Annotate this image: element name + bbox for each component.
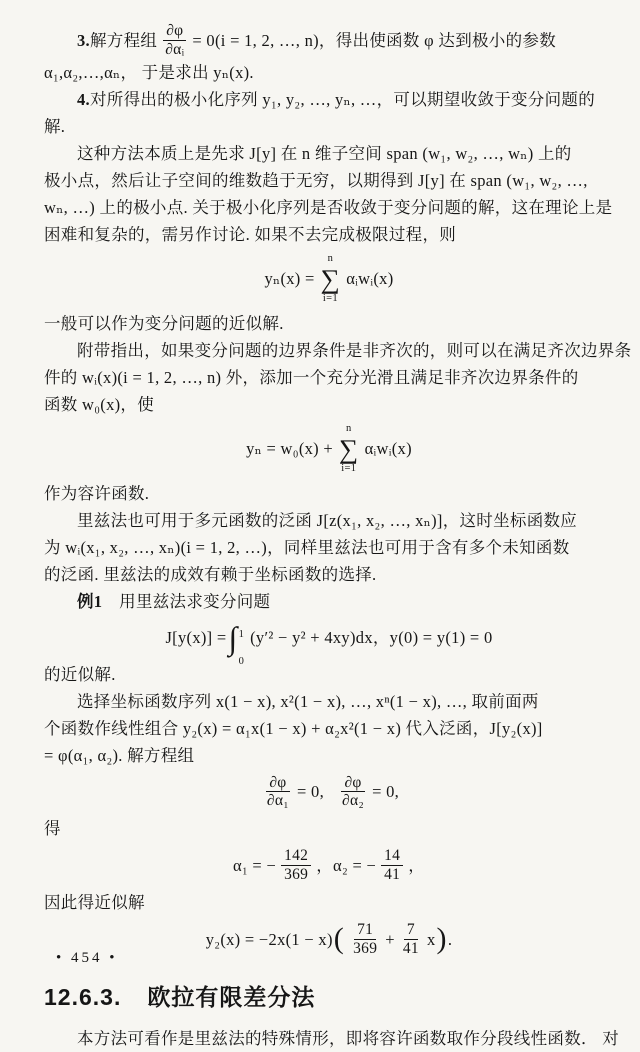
sum-upper-limit: n bbox=[346, 422, 352, 434]
paragraph-method-line4: 困难和复杂的，需另作讨论. 如果不去完成极限过程，则 bbox=[44, 224, 457, 244]
section-title: 欧拉有限差分法 bbox=[147, 983, 316, 1010]
sum-lower-limit: i=1 bbox=[322, 292, 338, 304]
fraction-numerator: 14 bbox=[381, 847, 403, 866]
example1-text: 用里兹法求变分问题 bbox=[102, 591, 271, 611]
formula-alpha-values bbox=[44, 847, 614, 884]
fraction-denominator: 369 bbox=[284, 866, 309, 884]
fraction-denominator: ∂α₁ bbox=[266, 792, 289, 810]
fraction-denominator: 41 bbox=[384, 866, 401, 884]
integral-limits bbox=[238, 621, 245, 667]
integral-icon: ∫ bbox=[228, 619, 238, 656]
paragraph-approx-solution: 一般可以作为变分问题的近似解. bbox=[44, 313, 284, 333]
paragraph-step3-line1 bbox=[44, 22, 614, 59]
fraction-denominator: 369 bbox=[353, 939, 378, 957]
paragraph-admissible: 作为容许函数. bbox=[44, 483, 150, 503]
step3-number: 3. bbox=[77, 30, 90, 50]
equals-zero: = 0, bbox=[296, 782, 324, 802]
formula-tail: ， bbox=[408, 856, 425, 876]
section-number: 12.6.3. bbox=[44, 983, 122, 1010]
fraction-14-41 bbox=[381, 847, 403, 884]
step4-text: 对所得出的极小化序列 y₁, y₂, …, yₙ, …，可以期望收敛于变分问题的 bbox=[89, 89, 596, 109]
paragraph-therefore: 因此得近似解 bbox=[44, 892, 145, 912]
formula-rhs: (y′² − y² + 4xy)dx，y(0) = y(1) = 0 bbox=[250, 628, 493, 648]
formula-end-period: . bbox=[447, 929, 453, 949]
fraction-numerator: 7 bbox=[404, 921, 418, 940]
formula-yn-sum bbox=[44, 253, 614, 305]
formula-y2-result bbox=[44, 921, 614, 958]
fraction-dphi-da1 bbox=[264, 774, 292, 811]
formula-lhs: yₙ = w₀(x) + bbox=[246, 439, 333, 459]
fraction-71-369 bbox=[350, 921, 380, 958]
fraction-7-41 bbox=[400, 921, 422, 958]
x-variable: x bbox=[426, 929, 436, 949]
summation-operator bbox=[321, 253, 341, 305]
fraction-dphi-da2 bbox=[339, 774, 367, 811]
paragraph-coords-line2: 个函数作线性组合 y₂(x) = α₁x(1 − x) + α₂x²(1 − x) 代入泛函，J[y₂(x)] bbox=[44, 718, 543, 738]
paragraph-step4-line2: 解. bbox=[44, 116, 66, 136]
integral-lower-limit: 0 bbox=[238, 655, 245, 667]
left-paren: ( bbox=[333, 922, 345, 956]
paragraph-boundary-line1: 附带指出，如果变分问题的边界条件是非齐次的，则可以在满足齐次边界条 bbox=[77, 340, 632, 360]
formula-rhs: αᵢwᵢ(x) bbox=[364, 439, 412, 459]
paragraph-of-approx: 的近似解. bbox=[44, 664, 116, 684]
sigma-icon: ∑ bbox=[320, 263, 341, 294]
equals-zero: = 0, bbox=[372, 782, 400, 802]
step4-number: 4. bbox=[77, 89, 90, 109]
page-number: • 454 • bbox=[56, 950, 118, 966]
paragraph-method-line2: 极小点，然后让子空间的维数趋于无穷，以期得到 J[y] 在 span (w₁, w₂, …, bbox=[44, 170, 588, 190]
fraction-numerator: ∂φ bbox=[341, 774, 364, 793]
paragraph-boundary-line3: 函数 w₀(x)，使 bbox=[44, 394, 155, 414]
example1-label: 例1 bbox=[77, 591, 103, 611]
paragraph-boundary-line2: 件的 wᵢ(x)(i = 1, 2, …, n) 外，添加一个充分光滑且满足非齐次边界条件的 bbox=[44, 367, 579, 387]
integral-operator bbox=[228, 619, 248, 667]
fraction-numerator: 71 bbox=[354, 921, 376, 940]
plus-sign: + bbox=[385, 929, 395, 949]
fraction-numerator: ∂φ bbox=[163, 22, 186, 41]
formula-rhs: αᵢwᵢ(x) bbox=[346, 269, 394, 289]
paragraph-coords-line1: 选择坐标函数序列 x(1 − x), x²(1 − x), …, xⁿ(1 − x), …, 取前面两 bbox=[77, 691, 539, 711]
alpha1-lead: α₁ = − bbox=[233, 856, 277, 876]
sum-upper-limit: n bbox=[327, 252, 334, 264]
integral-upper-limit: 1 bbox=[238, 628, 245, 640]
paragraph-ritz-line1: 里兹法也可用于多元函数的泛函 J[z(x₁, x₂, …, xₙ)]，这时坐标函数应 bbox=[77, 510, 578, 530]
alpha2-lead: ，α₂ = − bbox=[316, 856, 377, 876]
formula-functional-integral bbox=[44, 619, 614, 667]
formula-lhs: yₙ(x) = bbox=[264, 269, 315, 289]
paragraph-euler-intro: 本方法可看作是里兹法的特殊情形，即将容许函数取作分段线性函数． 对 bbox=[77, 1028, 620, 1048]
summation-operator bbox=[339, 423, 359, 475]
paragraph-ritz-line3: 的泛函. 里兹法的成效有赖于坐标函数的选择. bbox=[44, 564, 377, 584]
inline-fraction-dphi-dai bbox=[162, 22, 187, 59]
paragraph-method-line3: wₙ, …) 上的极小点. 关于极小化序列是否收敛于变分问题的解，这在理论上是 bbox=[44, 197, 613, 217]
fraction-denominator: ∂α₂ bbox=[342, 792, 365, 810]
formula-lhs: y₂(x) = −2x(1 − x) bbox=[205, 929, 333, 949]
fraction-142-369 bbox=[281, 847, 311, 884]
formula-yn-w0-sum bbox=[44, 423, 614, 475]
paragraph-step3-line2: α₁,α₂,…,αₙ， 于是求出 yₙ(x). bbox=[44, 62, 254, 82]
step3-text-before: 解方程组 bbox=[89, 30, 158, 50]
fraction-numerator: ∂φ bbox=[266, 774, 289, 793]
fraction-numerator: 142 bbox=[281, 847, 311, 866]
step3-text-after: = 0(i = 1, 2, …, n)，得出使函数 φ 达到极小的参数 bbox=[192, 30, 556, 50]
fraction-denominator: 41 bbox=[402, 939, 419, 957]
fraction-denominator: ∂αᵢ bbox=[165, 40, 185, 58]
sum-lower-limit: i=1 bbox=[341, 462, 357, 474]
sigma-icon: ∑ bbox=[339, 433, 359, 464]
right-paren: ) bbox=[436, 922, 447, 956]
formula-partial-derivatives bbox=[44, 774, 614, 811]
paragraph-example1 bbox=[44, 588, 614, 615]
formula-lhs: J[y(x)] = bbox=[165, 628, 227, 648]
paragraph-ritz-line2: 为 wᵢ(x₁, x₂, …, xₙ)(i = 1, 2, …)，同样里兹法也可用于含有多个未知函数 bbox=[44, 537, 570, 557]
paragraph-step4-line1 bbox=[44, 86, 614, 113]
paragraph-method-line1: 这种方法本质上是先求 J[y] 在 n 维子空间 span (w₁, w₂, …, wₙ) 上的 bbox=[77, 143, 572, 163]
paragraph-coords-line3: = φ(α₁, α₂). 解方程组 bbox=[44, 745, 195, 765]
paragraph-obtain: 得 bbox=[44, 819, 61, 839]
